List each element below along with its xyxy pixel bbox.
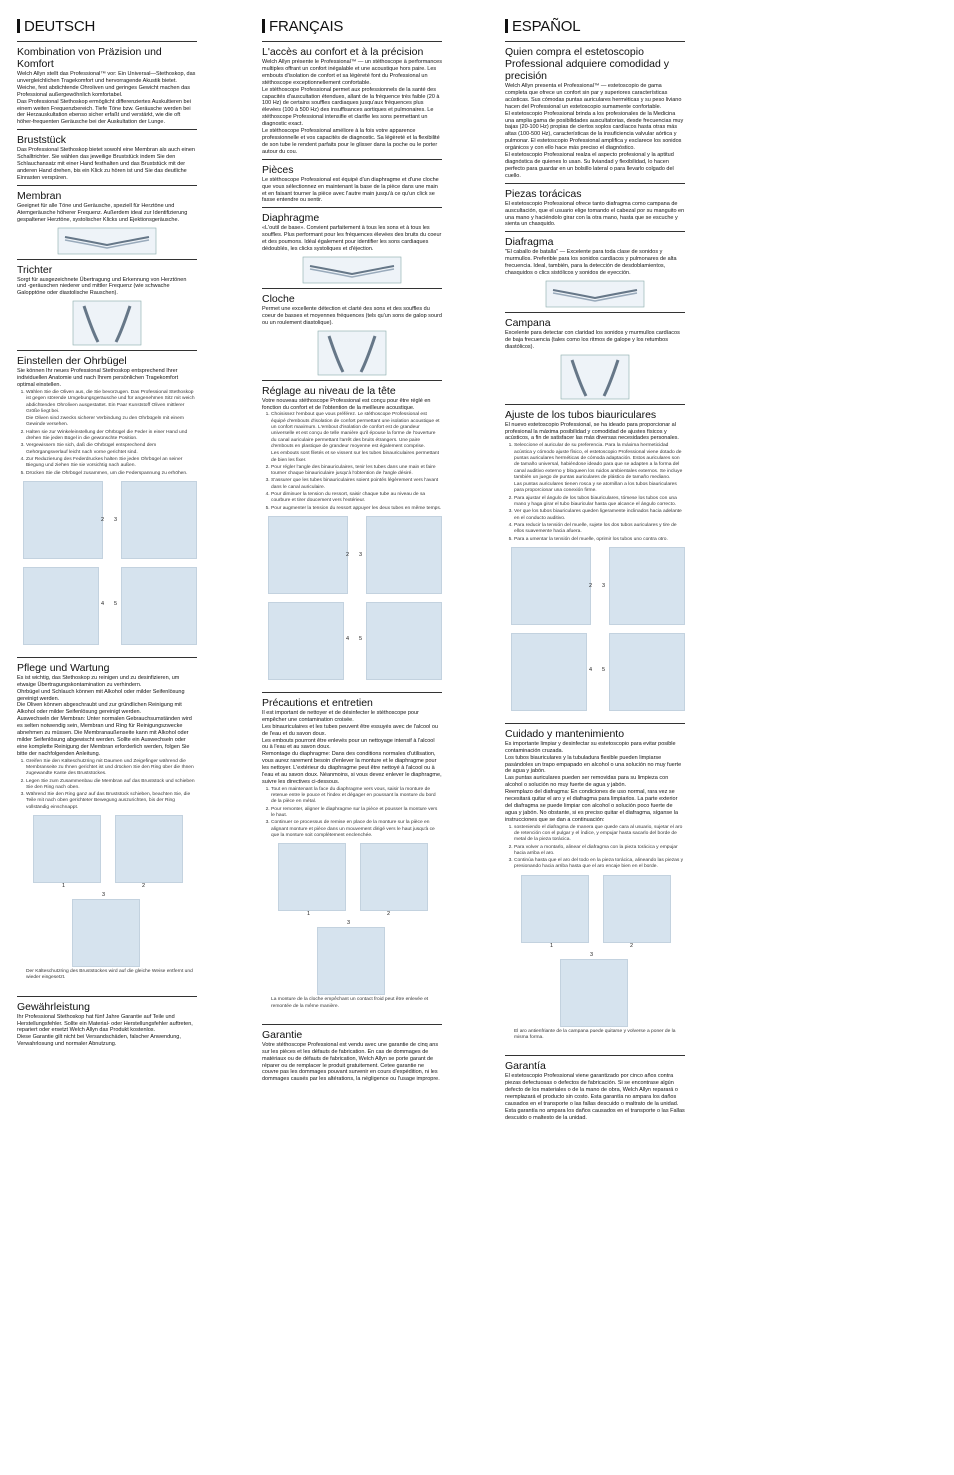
list-item: 3. Vergewissern Sie sich, daß die Ohrbügel entsprechend dem Gehörgangsverlauf leicht nach vorne gerichtet sind. xyxy=(26,443,197,456)
section-title: Précautions et entretien xyxy=(262,696,373,709)
section-title: Kombination von Präzision und Komfort xyxy=(17,46,162,70)
list-item: 3. Continuer ce processus de remise en place de la monture sur la pièce en alignant monture et pièce dans un mouvement dirigé vers le haut jusqu'à ce que la monture soit complètement enclenchée. xyxy=(271,820,442,839)
section-text: Votre nouveau stéthoscope Professional est conçu pour être réglé en fonction du confort et de l'obtention de la meilleure acoustique. xyxy=(262,397,431,411)
instruction-list xyxy=(505,443,685,481)
figure-number: 1 xyxy=(307,911,311,918)
list-item: 1. Choisissez l'embout que vous préférez. Le stéthoscope Professional est équipé d'embouts d'isolation de confort permettant une isolation acoustique et un confort maximum. L'embout d'isolation de confort est de grandeur universelle et est conçu de telle manière qu'il épouse la forme de l'ouverture du canal auriculaire permettant l'arrêt des bruits étrangers. Une paire d'embouts en plastique de grandeur moyenne est également comprise. xyxy=(271,412,442,450)
section-text: El nuevo estetoscopio Professional, se ha ideado para proporcionar al profesional la máxima posibilidad y comodidad de ajustes físicos y acústicos, a fin de satisfacer las más diversas necesidades personales. xyxy=(505,421,679,442)
photo-3 xyxy=(560,959,628,1027)
section-text: Il est important de nettoyer et de désinfecter le stéthoscope pour empêcher une contamination croisée. Les binauriculaires et les tubes peuvent être essuyés avec de l'alcool ou de l'eau et du savon doux. Les embouts pourront être enlevés pour un nettoyage intensif à l'alcool ou à l'eau et au savon doux. Remontage du diaphragme: Dans des conditions normales d'utilisation, vous aurez rarement besoin d'enlever la monture et le diaphragme pour les nettoyer. L'extérieur du diaphragme peut être nettoyé à l'alcool ou à l'eau et au savon doux. Néanmoins, si vous devez enlever le diaphragme, suivre les directives ci-dessous. xyxy=(262,709,442,785)
list-item: 2. Para volver a montarlo, alinear el diafragma con la pieza torácica y empujar hacia arriba el aro. xyxy=(514,845,685,858)
section-text: «L'outil de base». Convient parfaitement à tous les sons et à tous les souffles. Plus performant pour les fréquences élevées des bruits du coeur et des poumons. Idéal également pour identifier les sons cardiaques dédoublés, les clicks systoliques et d'éjection. xyxy=(262,225,442,253)
list-item: 1. Greifen Sie den Kälteschutzring mit Daumen und Zeigefinger während die Membranseite zu Ihnen gerichtet ist und drücken Sie den Ring über die Ihnen zugewandte Kante des Bruststückes. xyxy=(26,759,197,778)
section-diaphragm xyxy=(262,207,442,284)
section-text: Welch Allyn présente le Professional™ — un stéthoscope à performances multiples offrant un confort inégalable et une acoustique hors paire. Les embouts d'isolation de confort et sa légèreté font du Professional un stéthoscope exceptionnellement confortable. Le stéthoscope Professional permet aux professionnels de la santé des capacités d'auscultation étendues, allant de la fréquence très faible (20 à 100 Hz) de certains souffles cardiaques jusqu'aux fréquences plus élevées (100 à 500 Hz) des insuffisances aortiques et pulmonaires. Le stéthoscope Professional intensifie et clarifie les sons permettant un diagnostic exact. Le stéthoscope Professional améliore à la fois votre apparence professionnelle et vos capacités de diagnostic. Sa légèreté et la flexibilité de son tube le rendent parfaits pour le glisser dans la poche ou le porter autour du cou. xyxy=(262,59,442,155)
figure-number: 2 xyxy=(630,942,634,949)
section-care xyxy=(262,692,442,1010)
photo-5 xyxy=(609,633,685,711)
diaphragm-illustration xyxy=(57,227,157,255)
language-title: DEUTSCH xyxy=(24,17,96,35)
section-text: Welch Allyn stellt das Professional™ vor: Ein Universal—Stethoskop, das unvergleichlichen Tragekomfort und hervorragende Akustik bietet. Weiche, fest abdichtende Ohroliven und geringes Gewicht machen das Professional außergewöhnlich komfortabel. Das Professional Stethoskop ermöglicht differenziertes Auskultieren bei einem weiten Frequenzbereich. Tiefe Töne bzw. Geräusche werden bei der Herzauskultation ebenso sicher erfaßt und verstärkt, wie die oft höher-frequenten Geräusche bei der Auskultation der Lunge. xyxy=(17,71,196,126)
figure-number: 3 xyxy=(359,551,363,558)
photo-3 xyxy=(366,516,442,594)
care-photos xyxy=(262,843,442,993)
section-text: Welch Allyn presenta el Professional™ — estetoscopio de gama completa que ofrece un confort sin par y superiores características acústicas. Sus cómodas puntas auriculares herméticas y su peso liviano hacen del Professional un estetoscopio sumamente confortable. El estetoscopio Professional brinda a los profesionales de la Medicina una amplia gama de posibilidades auscultatorias, desde frecuencias muy bajas (20-100 Hz) propias de ciertos soplos cardíacos hasta otras más altas (100-500 Hz), características de la insuficiencia valvular aórtica y pulmonar. El estetoscopio Professional amplifica y esclarece los sonidos orgánicos y con ello hace más preciso el diagnóstico. El estetoscopio Professional realza el aspecto profesional y la aptitud diagnóstica de quienes lo usan. Su liviandad y flexibilidad, lo hacen perfecto para guardar en un bolsillo lateral o para llevarlo colgado del cuello. xyxy=(505,83,684,179)
photo-2 xyxy=(23,481,103,559)
section-text: Geeignet für alle Töne und Geräusche, speziell für Herztöne und Atemgeräusche höherer Frequenz. Außerdem ideal zur Identifizierung gespaltener Herztöne, systolischer Klicks und Ejektionsgeräusche. xyxy=(17,202,188,223)
list-item: 4. Zur Reduzierung des Federdruckes halten Sie jeden Ohrbügel an seiner Biegung und ziehen Sie sie vorsichtig nach außen. xyxy=(26,457,197,470)
list-item: 1. Seleccione el auricular de su preferencia. Para la máxima hermeticidad acústica y cómodo ajuste físico, el estetoscopio Professional viene dotado de puntas auriculares herméticas de cómoda adaptación. Estos auriculares son de tamaño universal, habiéndose ideado para que se adapten a la forma del canal auditivo externo y bloqueen los ruidos ambientales externos. Se incluye también un juego de puntas auriculares de plástico de tamaño mediano. xyxy=(514,443,685,481)
section-bell xyxy=(17,259,197,347)
section-text: Le stéthoscope Professional est équipé d'un diaphragme et d'une cloche que vous sélectionnez en maintenant la base de la pièce dans une main et en faisant tourner la pièce avec l'autre main jusqu'à ce qu'un click se fasse entendre ou sentir. xyxy=(262,176,439,204)
section-diaphragm xyxy=(17,185,197,255)
section-title: Pflege und Wartung xyxy=(17,661,110,674)
section-title: L'accès au confort et à la précision xyxy=(262,46,424,58)
list-item: 4. Para reducir la tensión del muelle, sujete los dos tubos auriculares y tire de ellos suavemente hacia afuera. xyxy=(514,523,685,536)
photo-1 xyxy=(33,815,101,883)
figure-caption: Der Kälteschutzring des Bruststückes wird auf die gleiche Weise entfernt und wieder eingesetzt. xyxy=(26,969,193,981)
list-item: 2. Halten sie zur Winkeleinstellung der Ohrbügel die Feder in einer Hand und drehen Sie jeden Bügel in die gewünschte Position. xyxy=(26,430,197,443)
section-title: Cuidado y mantenimiento xyxy=(505,727,625,740)
section-chestpiece xyxy=(505,183,685,229)
section-title: Ajuste de los tubos biauriculares xyxy=(505,408,657,421)
care-photos xyxy=(17,815,197,965)
figure-number: 2 xyxy=(142,883,146,890)
section-title: Campana xyxy=(505,316,551,329)
photo-2 xyxy=(360,843,428,911)
section-care xyxy=(17,657,197,982)
section-text: Votre stéthoscope Professional est vendu avec une garantie de cinq ans sur les pièces et les défauts de fabrication. En cas de dommages de matériaux ou de défauts de fabrication, Welch Allyn se porte garant de réparer ou de remplacer le produit gratuitement. Cetee garantie ne couvre pas les dommages pouvant survenir en cours d'expédition, ni les dommages causés par les altérations, la négligence ou l'usage impropre. xyxy=(262,1041,440,1083)
section-title: Bruststück xyxy=(17,134,67,147)
section-earpiece-adjust xyxy=(262,380,442,688)
photo-4 xyxy=(511,633,587,711)
photo-4 xyxy=(268,602,344,680)
figure-number: 4 xyxy=(101,600,105,607)
list-item: 3. Continúa hasta que el aro del todo en la pieza torácica, alineando las piezas y presionando hacia arriba hasta que el aro encaje bien en el borde. xyxy=(514,858,685,871)
section-diaphragm xyxy=(505,231,685,308)
list-item: 2. Legen Sie zum Zusammenbau die Membran auf das Bruststück und schieben Sie den Ring nach oben. xyxy=(26,779,197,792)
adjustment-photos xyxy=(505,547,685,719)
list-item: 5. Para a umentar la tensión del muelle, oprimir los tubos uno contra otro. xyxy=(514,537,685,543)
photo-3 xyxy=(121,481,197,559)
photo-2 xyxy=(115,815,183,883)
list-item: 1. Wählen Sie die Oliven aus, die Sie bevorzugen. Das Professional Stethoskop ist gegen störende Umgebungsgeräusche und für angenehmen Sitz mit weich abdichtenden Ohroliven ausgestattet. Ein Paar Kunststoff Oliven mittlerer Größe liegt bei. xyxy=(26,390,197,415)
section-text: El estetoscopio Professional viene garantizado por cinco años contra piezas defectuosas o defectos de fabricación. Si se encontrase algún defecto de los materiales o de la mano de obra, Welch Allyn reparará o reemplazará el producto sin costo. Esta garantía no ampara los daños causados en el transporte o las fallas descuido o maltrato de la unidad. Esta garantía no ampara los daños causados en el transporte o las Fallas descuido o maltesto de la unidad. xyxy=(505,1073,685,1121)
figure-number: 2 xyxy=(346,551,350,558)
adjustment-photos xyxy=(262,516,442,688)
language-heading xyxy=(17,14,197,38)
section-text: Permet une excellente détection et clarté des sons et des souffles du coeur de basses et moyennes fréquences (tels qu'un sons de galop sourd ou un roulement diastolique). xyxy=(262,305,442,326)
section-bell xyxy=(505,312,685,400)
instruction-list xyxy=(505,496,685,543)
figure-caption: El aro antienfriante de la campana puede quitarse y volverse a poner de la misma forma. xyxy=(514,1028,676,1041)
figure-number: 4 xyxy=(346,635,350,642)
figure-number: 1 xyxy=(62,883,66,890)
diaphragm-illustration xyxy=(545,280,645,308)
section-intro xyxy=(17,41,197,126)
list-item: 3. Während Sie den Ring ganz auf das Bruststück schieben, beachten Sie, die Teile mit nach oben gerichteter Bewegung auszurichten, bis der Ring vollständig einschnappt. xyxy=(26,792,197,811)
list-item: 3. Ver que los tubos biauriculares queden ligeramente inclinados hacia adelante en el conducto auditivo. xyxy=(514,509,685,522)
language-heading xyxy=(505,14,685,38)
section-chestpiece xyxy=(262,159,442,205)
photo-1 xyxy=(278,843,346,911)
photo-2 xyxy=(511,547,591,625)
photo-3 xyxy=(609,547,685,625)
section-warranty xyxy=(505,1055,685,1121)
figure-number: 5 xyxy=(114,600,118,607)
instruction-list xyxy=(505,825,685,871)
section-title: Gewährleistung xyxy=(17,1000,90,1013)
list-note: Die Oliven sind zwecks sicherer Verbindung zu den Ohrbügeln mit einem Gewinde versehen. xyxy=(26,416,184,428)
photo-5 xyxy=(366,602,442,680)
figure-number: 3 xyxy=(347,920,351,927)
section-text: Es ist wichtig, das Stethoskop zu reinigen und zu desinfizieren, um etwaige Übertragungskontamination zu verhindern. Ohrbügel und Schlauch können mit Alkohol oder milder Seifenlösung gereinigt werden. Die Oliven können abgeschraubt und zur gründlichen Reinigung mit Alkohol oder milder Seifenlösung gereinigt werden. Auswechseln der Membran: Unter normalen Gebrauchsumständen wird es selten notwendig sein, Membran und Ring für Reinigungszwecke abnehmen zu müssen. Die Membranaußenseite kann mit Alkohol oder milder Seifenlösung abgewischt werden. Sollte ein Auswechseln oder eine komplette Reinigung der Membran erforderlich werden, folgen Sie bitte der nachfolgenden Anleitung. xyxy=(17,674,192,757)
instruction-list xyxy=(17,759,197,811)
column-deutsch xyxy=(17,14,197,1048)
list-item: 1. Tout en maintenant la face du diaphragme vers vous, saisir la monture de retenue entre le pouce et l'index et dégager en poussant la monture du bord de la pièce en métal. xyxy=(271,787,442,806)
list-item: 2. Para ajustar el ángulo de los tubos biauriculares, tómese los tubos con una mano y haga girar el tubo biauricular hasta que alcance el ángulo correcto. xyxy=(514,496,685,509)
diaphragm-illustration xyxy=(302,256,402,284)
list-item: 3. S'assurer que les tubes binauriculaires soient pointés légèrement vers l'avant dans le canal auriculaire. xyxy=(271,478,442,491)
list-item: 5. Pour augmenter la tension du ressort appuyer les deux tubes en même temps. xyxy=(271,506,442,512)
figure-number: 2 xyxy=(387,911,391,918)
section-title: Trichter xyxy=(17,263,53,276)
adjustment-photos xyxy=(17,481,197,653)
section-earpiece-adjust xyxy=(17,350,197,653)
photo-3 xyxy=(317,927,385,995)
section-title: Quien compra el estetoscopio Professional adquiere comodidad y precisión xyxy=(505,46,670,82)
photo-1 xyxy=(521,875,589,943)
list-note: Las puntas auriculares tienen rosca y se atornillan a los tubos biauriculares para proporcionar una conexión firme. xyxy=(514,482,677,494)
section-text: El estetoscopio Professional ofrece tanto diafragma como campana de auscultación, que el usuario elige tomando el cabezal por su manguito en una mano y haciéndolo girar con la otra mano, hasta que se escuche y sienta un chasquido. xyxy=(505,200,685,228)
figure-number: 2 xyxy=(101,516,105,523)
figure-number: 3 xyxy=(590,951,594,958)
section-intro xyxy=(505,41,685,180)
care-photos xyxy=(505,875,685,1025)
section-warranty xyxy=(17,996,197,1049)
section-title: Pièces xyxy=(262,163,294,176)
section-intro xyxy=(262,41,442,156)
section-text: Ihr Professional Stethoskop hat fünf Jahre Garantie auf Teile und Herstellungsfehler. Sollte ein Material- oder Herstellungsfehler auftreten, repariert oder ersetzt Welch Allyn das Produkt kostenlos. Diese Garantie gilt nicht bei Versandschäden, falscher Anwendung, Verwahrlosung und normaler Abnutzung. xyxy=(17,1013,193,1048)
section-earpiece-adjust xyxy=(505,404,685,719)
section-title: Piezas torácicas xyxy=(505,187,582,200)
figure-number: 2 xyxy=(589,582,593,589)
section-title: Réglage au niveau de la tête xyxy=(262,384,396,397)
instruction-list xyxy=(262,412,442,450)
section-title: Cloche xyxy=(262,292,295,305)
list-item: 5. Drücken Sie die Ohrbügel zusammen, um die Federspannung zu erhöhen. xyxy=(26,471,197,477)
section-text: Sorgt für ausgezeichnete Übertragung und Erkennung von Herztönen und -geräuschen niederer und mittler Frequenz (wie schwache Galopptöne oder diastolische Rauschen). xyxy=(17,276,187,297)
figure-number: 1 xyxy=(550,942,554,949)
section-care xyxy=(505,723,685,1042)
language-heading xyxy=(262,14,442,38)
photo-2 xyxy=(268,516,348,594)
section-title: Garantie xyxy=(262,1028,303,1041)
instruction-list xyxy=(17,430,197,477)
section-text: Es importante limpiar y desinfectar su estetoscopio para evitar posible contaminación cruzada. Los tubos biauriculares y la tubuladura flexible pueden limpiarse pasándoles un trapo empapado en alcohol o una solución no muy fuerte de agua y jabón. Las puntas auriculares pueden ser removidas para su limpieza con alcohol o solución no muy fuerte de agua y jabón. Reemplazo del diafragma: En condiciones de uso normal, rara vez se necesitará quitar el aro y el diafragma para limpiarlos. La parte exterior del diafragma se puede limpiar con alcohol o solución poco fuerte de agua y jabón. No obstante, si es preciso quitar el diafragma, síganse la instrucciones que se dan a continuación: xyxy=(505,740,682,823)
language-title: ESPAÑOL xyxy=(512,17,581,35)
section-text: Sie können Ihr neues Professional Stethoskop entsprechend Ihrer individuellen Anatomie und nach Ihrem persönlichen Tragekomfort optimal einstellen. xyxy=(17,368,179,389)
figure-number: 3 xyxy=(114,516,118,523)
instruction-list xyxy=(262,787,442,839)
bell-illustration xyxy=(560,354,630,400)
list-note: Les embouts sont filetés et se vissent sur les tubes binauriculaires permettant de bien les fixer. xyxy=(271,451,439,463)
photo-4 xyxy=(23,567,99,645)
section-chestpiece xyxy=(17,129,197,182)
list-item: 1. sosteniendo el diafragma de manera que quede cara al usuario, sujetar el aro de retención con el pulgar y el índice, y empujar hasta sacarlo del borde de metal de la pieza torácica. xyxy=(514,825,685,844)
column-espanol xyxy=(505,14,685,1122)
instruction-list xyxy=(17,390,197,415)
photo-5 xyxy=(121,567,197,645)
list-item: 2. Pour régler l'angle des binauriculaires, tenir les tubes dans une main et faire tourner chaque binauriculaire jusqu'à l'obtention de l'angle désiré. xyxy=(271,465,442,478)
language-title: FRANÇAIS xyxy=(269,17,344,35)
section-title: Diafragma xyxy=(505,236,554,249)
figure-caption: La monture de la cloche empêchant un contact froid peut être enlevée et remontée de la même manière. xyxy=(271,997,429,1009)
section-bell xyxy=(262,288,442,376)
section-text: Das Professional Stethoskop bietet sowohl eine Membran als auch einen Schalltrichter. Sie wählen das jeweilige Bruststück indem Sie den Schlauchansatz mit einer Hand festhalten und das Bruststück mit der anderen Hand drehen, bis ein Klick zu hören ist und Sie das deutliche Einrasten verspüren. xyxy=(17,147,195,181)
figure-number: 5 xyxy=(602,666,606,673)
section-title: Membran xyxy=(17,189,62,202)
section-title: Garantía xyxy=(505,1060,546,1073)
instruction-list xyxy=(262,465,442,512)
section-text: "El caballo de batalla" — Excelente para toda clase de sonidos y murmullos. Preferible para los sonidos cardíacos y pulmonares de alta frecuencia. Ideal, también, para la detección de desdoblamientos, chasquidos o clics sistólicos y sonidos de eyección. xyxy=(505,249,677,277)
bell-illustration xyxy=(72,300,142,346)
section-title: Diaphragme xyxy=(262,212,320,225)
photo-2 xyxy=(603,875,671,943)
figure-number: 3 xyxy=(602,582,606,589)
section-text: Excelente para detectar con claridad los sonidos y murmullos cardíacos de baja frecuencia (tales como los ritmos de galope y los retumbos diastólicos). xyxy=(505,329,680,350)
figure-number: 5 xyxy=(359,635,363,642)
list-item: 4. Pour diminuer la tension du ressort, saisir chaque tube au niveau de sa courbure et tirer doucement vers l'extérieur. xyxy=(271,492,442,505)
section-title: Einstellen der Ohrbügel xyxy=(17,355,127,368)
figure-number: 4 xyxy=(589,666,593,673)
column-francais xyxy=(262,14,442,1083)
bell-illustration xyxy=(317,330,387,376)
photo-3 xyxy=(72,899,140,967)
list-item: 2. Pour remonter, aligner le diaphragme sur la pièce et pousser la monture vers le haut. xyxy=(271,807,442,820)
figure-number: 3 xyxy=(102,892,106,899)
section-warranty xyxy=(262,1024,442,1083)
